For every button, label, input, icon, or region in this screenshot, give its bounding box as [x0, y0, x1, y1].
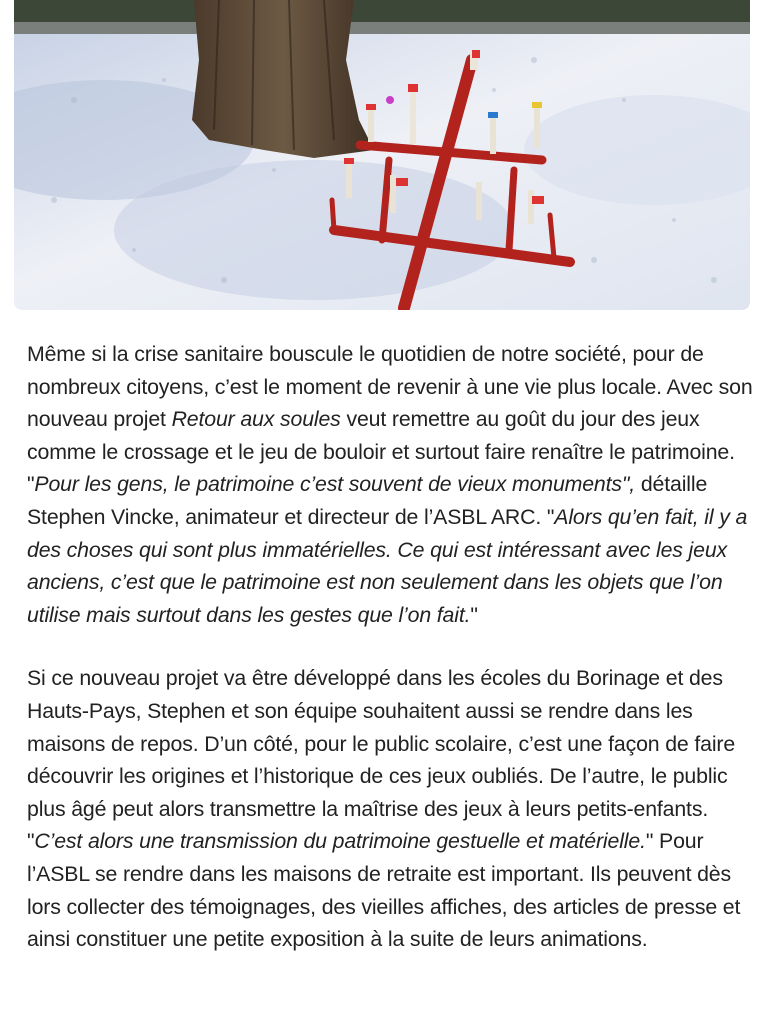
quote-text: Pour les gens, le patrimoine c’est souvent de vieux monuments", [34, 472, 636, 497]
body-text: " Pour l’ASBL se rendre dans les maisons de retraite est important. Ils peuvent dès lors collecter des témoignages, des vieilles affiches, des articles de presse et ainsi constituer une petite exposition à la suite de leurs animations. [27, 829, 741, 952]
quote-text: Alors qu’en fait, il y a des choses qui sont plus immatérielles. Ce qui est intéressant avec les jeux anciens, c’est que le patrimoine est non seulement dans les objets que l’on utilise mais surtout dans les gestes que l’on fait. [27, 504, 748, 627]
snow-scene-illustration [14, 0, 750, 310]
article-body [27, 338, 757, 956]
article-paragraph [27, 338, 757, 631]
body-text: Si ce nouveau projet va être développé dans les écoles du Borinage et des Hauts-Pays, Stephen et son équipe souhaitent aussi se rendre dans les maisons de repos. D’un côté, pour le public scolaire, c’est une façon de faire découvrir les origines et l’historique de ces jeux oubliés. De l’autre, le public plus âgé peut alors transmettre la maîtrise des jeux à leurs petits-enfants. " [27, 666, 736, 854]
body-text: détaille Stephen Vincke, animateur et directeur de l’ASBL ARC. " [27, 472, 708, 529]
quote-text: Retour aux soules [171, 407, 341, 432]
article-paragraph [27, 662, 757, 955]
body-text: veut remettre au goût du jour des jeux comme le crossage et le jeu de bouloir et surtout faire renaître le patrimoine. " [27, 407, 735, 497]
body-text: " [470, 602, 478, 627]
body-text: Même si la crise sanitaire bouscule le quotidien de notre société, pour de nombreux citoyens, c’est le moment de revenir à une vie plus locale. Avec son nouveau projet [27, 342, 753, 432]
article-photo [14, 0, 750, 310]
quote-text: C’est alors une transmission du patrimoine gestuelle et matérielle. [34, 829, 646, 854]
